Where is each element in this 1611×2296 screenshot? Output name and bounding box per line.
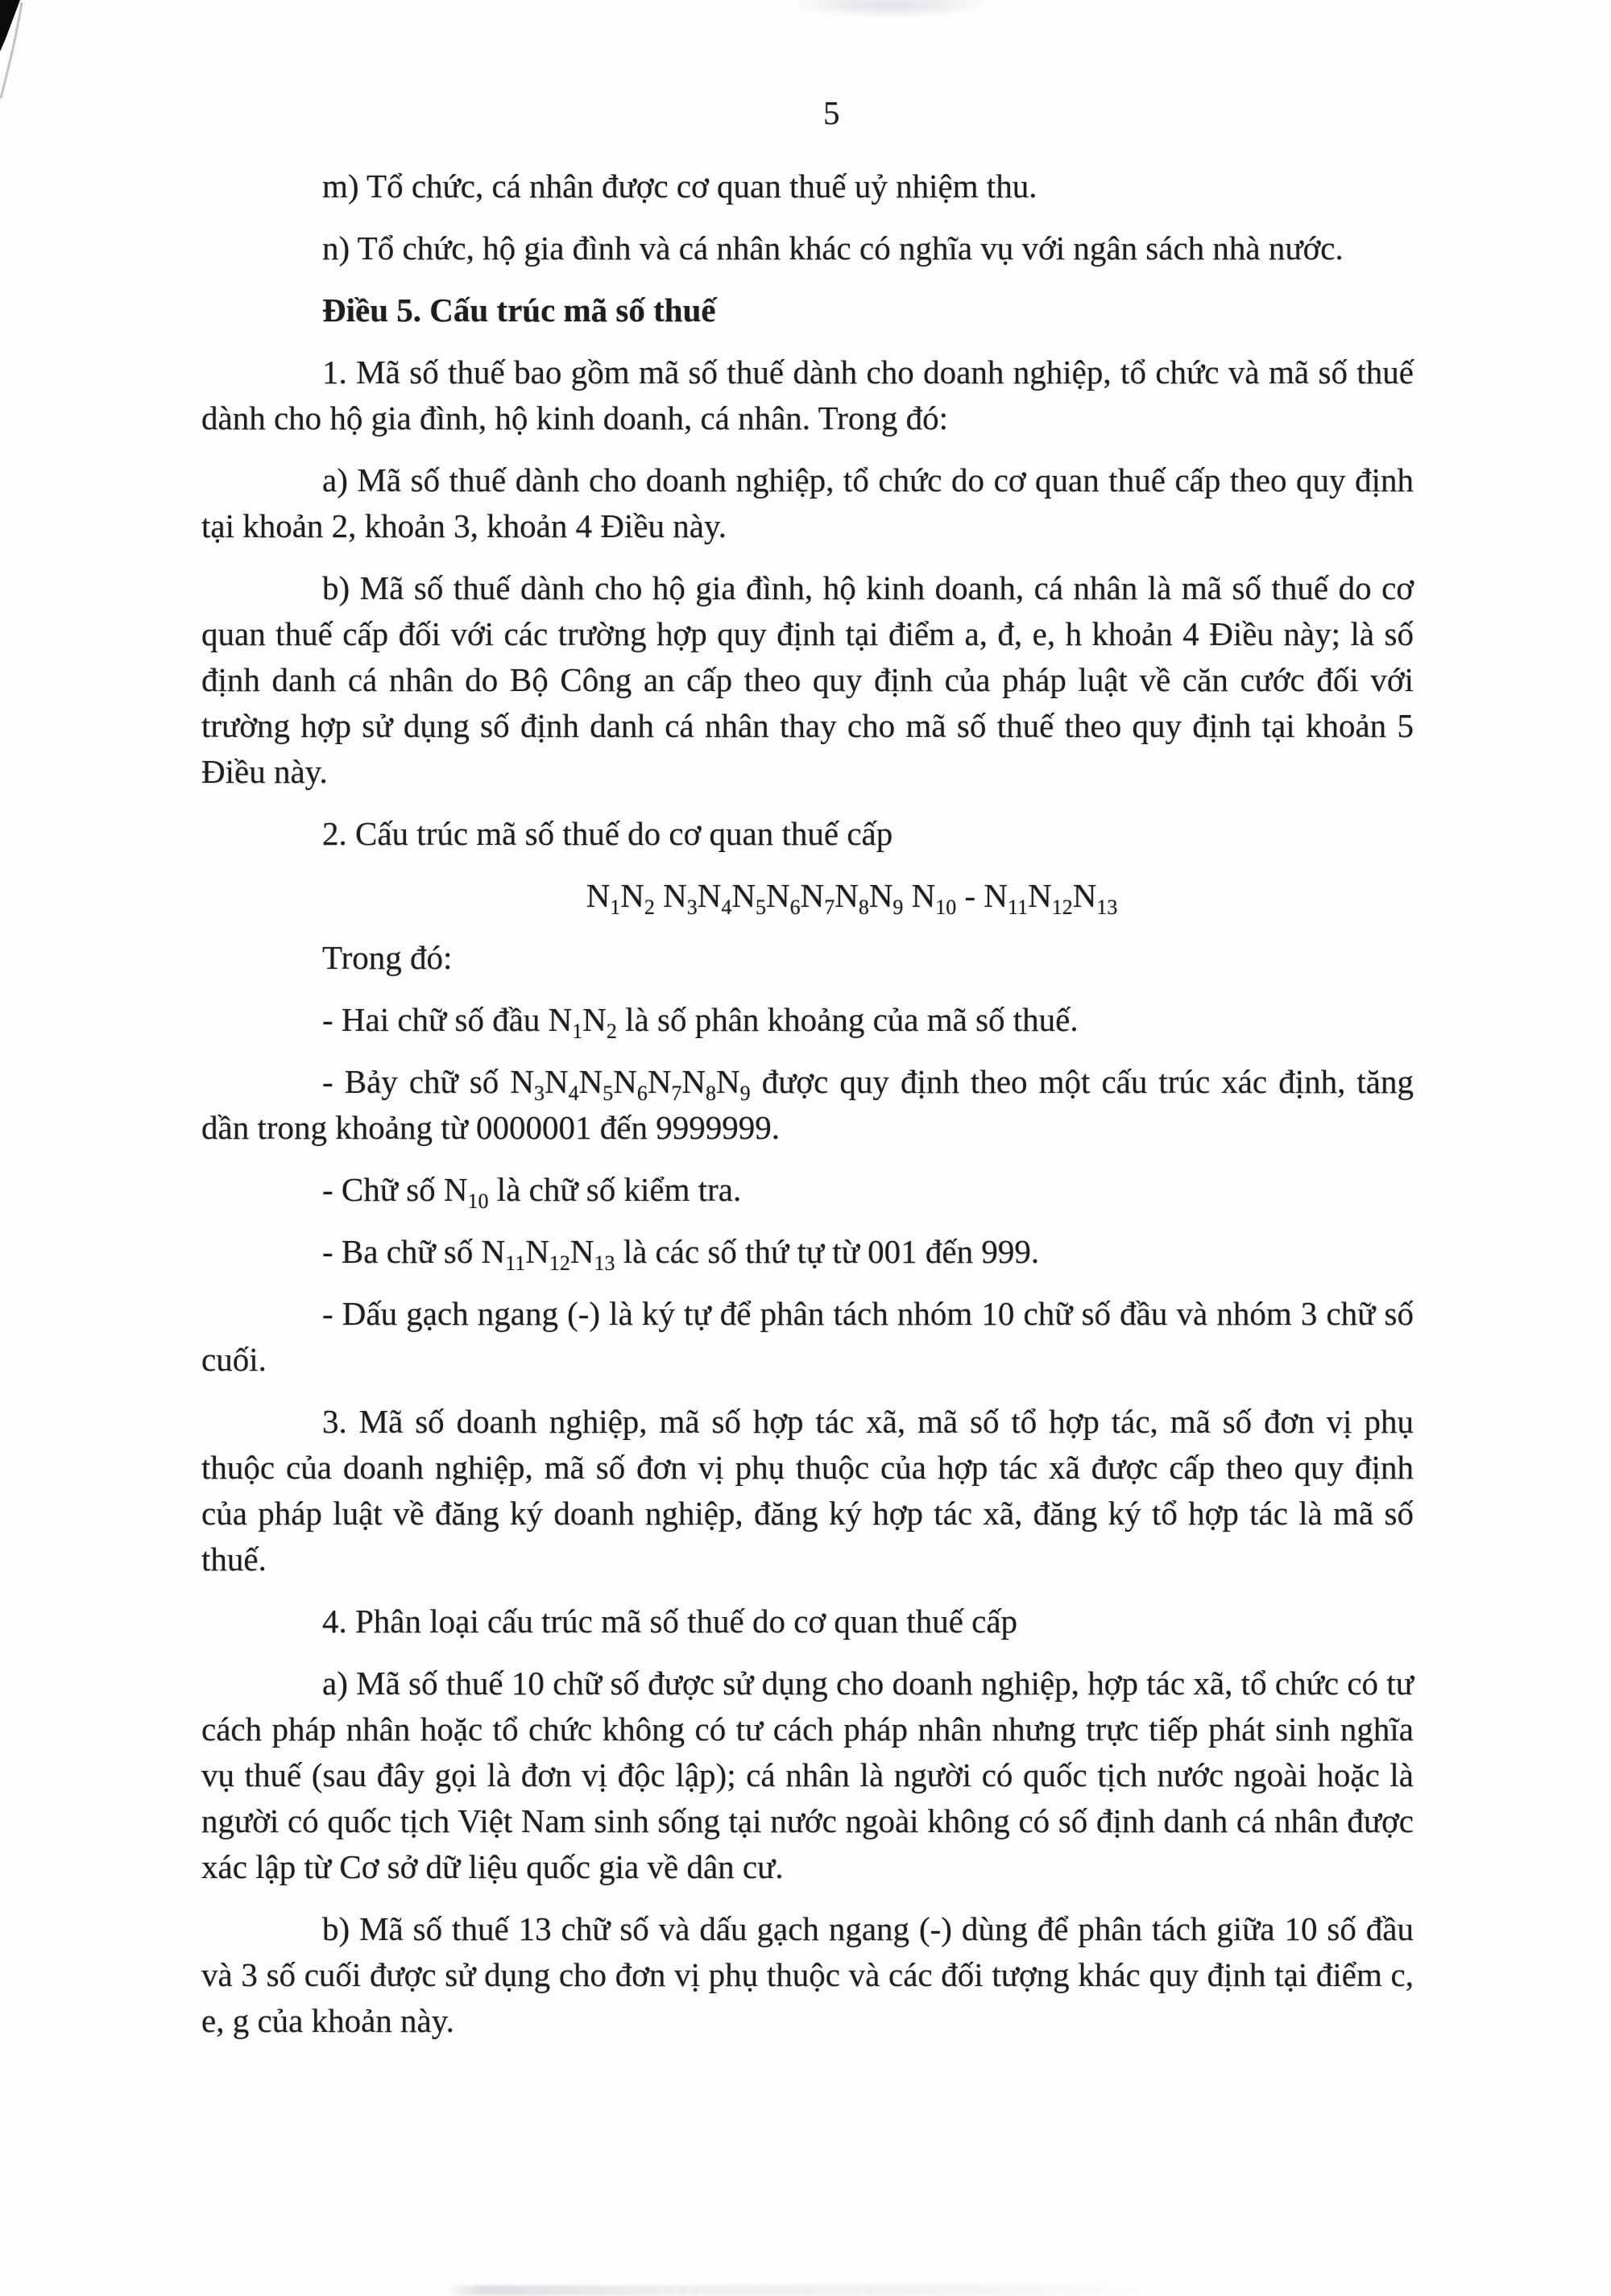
document-body xyxy=(201,163,1414,2060)
tax-code-formula: $N_1N_2$ $N_3N_4N_5N_6N_7N_8N_9$ $N_{10} - N_{11}N_{12}N_{13}$ xyxy=(586,877,1118,919)
scan-smudge-artifact xyxy=(797,0,983,16)
scan-bottom-artifact xyxy=(447,2286,1140,2295)
article-heading: Điều 5. Cấu trúc mã số thuế xyxy=(322,292,716,329)
page-curl-artifact xyxy=(0,0,34,129)
paragraph: b) Mã số thuế dành cho hộ gia đình, hộ kinh doanh, cá nhân là mã số thuế do cơ quan thuế cấp đối với các trường hợp quy định tại điểm a, đ, e, h khoản 4 Điều này; là số định danh cá nhân do Bộ Công an cấp theo quy định của pháp luật về căn cước đối với trường hợp sử dụng số định danh cá nhân thay cho mã số thuế theo quy định tại khoản 5 Điều này. xyxy=(201,569,1414,790)
paragraph: - Dấu gạch ngang (-) là ký tự để phân tách nhóm 10 chữ số đầu và nhóm 3 chữ số cuối. xyxy=(201,1295,1414,1378)
paragraph: - Chữ số $N_{10}$ là chữ số kiểm tra. xyxy=(322,1171,742,1213)
paragraph: 3. Mã số doanh nghiệp, mã số hợp tác xã, mã số tổ hợp tác, mã số đơn vị phụ thuộc của doanh nghiệp, mã số đơn vị phụ thuộc của hợp tác xã được cấp theo quy định của pháp luật về đăng ký doanh nghiệp, đăng ký hợp tác xã, đăng ký tổ hợp tác là mã số thuế. xyxy=(201,1403,1414,1578)
paragraph: - Bảy chữ số $N_3N_4N_5N_6N_7N_8N_9$ được quy định theo một cấu trúc xác định, tăng dần trong khoảng từ 0000001 đến 9999999. xyxy=(201,1063,1414,1146)
paragraph: 2. Cấu trúc mã số thuế do cơ quan thuế cấp xyxy=(322,815,893,852)
paragraph: a) Mã số thuế 10 chữ số được sử dụng cho doanh nghiệp, hợp tác xã, tổ chức có tư cách pháp nhân hoặc tổ chức không có tư cách pháp nhân nhưng trực tiếp phát sinh nghĩa vụ thuế (sau đây gọi là đơn vị độc lập); cá nhân là người có quốc tịch nước ngoài hoặc là người có quốc tịch Việt Nam sinh sống tại nước ngoài không có số định danh cá nhân được xác lập từ Cơ sở dữ liệu quốc gia về dân cư. xyxy=(201,1665,1414,1885)
paragraph: n) Tổ chức, hộ gia đình và cá nhân khác có nghĩa vụ với ngân sách nhà nước. xyxy=(322,230,1344,267)
page-number: 5 xyxy=(823,94,840,131)
paragraph: Trong đó: xyxy=(322,939,453,976)
paragraph: b) Mã số thuế 13 chữ số và dấu gạch ngang (-) dùng để phân tách giữa 10 số đầu và 3 số cuối được sử dụng cho đơn vị phụ thuộc và các đối tượng khác quy định tại điểm c, e, g của khoản này. xyxy=(201,1910,1414,2039)
paragraph: - Hai chữ số đầu $N_1N_2$ là số phân khoảng của mã số thuế. xyxy=(322,1001,1079,1043)
paragraph: a) Mã số thuế dành cho doanh nghiệp, tổ chức do cơ quan thuế cấp theo quy định tại khoản 2, khoản 3, khoản 4 Điều này. xyxy=(201,461,1414,544)
paragraph: - Ba chữ số $N_{11}N_{12}N_{13}$ là các số thứ tự từ 001 đến 999. xyxy=(322,1233,1040,1275)
paragraph: 1. Mã số thuế bao gồm mã số thuế dành cho doanh nghiệp, tổ chức và mã số thuế dành cho hộ gia đình, hộ kinh doanh, cá nhân. Trong đó: xyxy=(201,354,1414,436)
paragraph: m) Tổ chức, cá nhân được cơ quan thuế uỷ nhiệm thu. xyxy=(322,168,1037,205)
paragraph: 4. Phân loại cấu trúc mã số thuế do cơ quan thuế cấp xyxy=(322,1603,1018,1640)
